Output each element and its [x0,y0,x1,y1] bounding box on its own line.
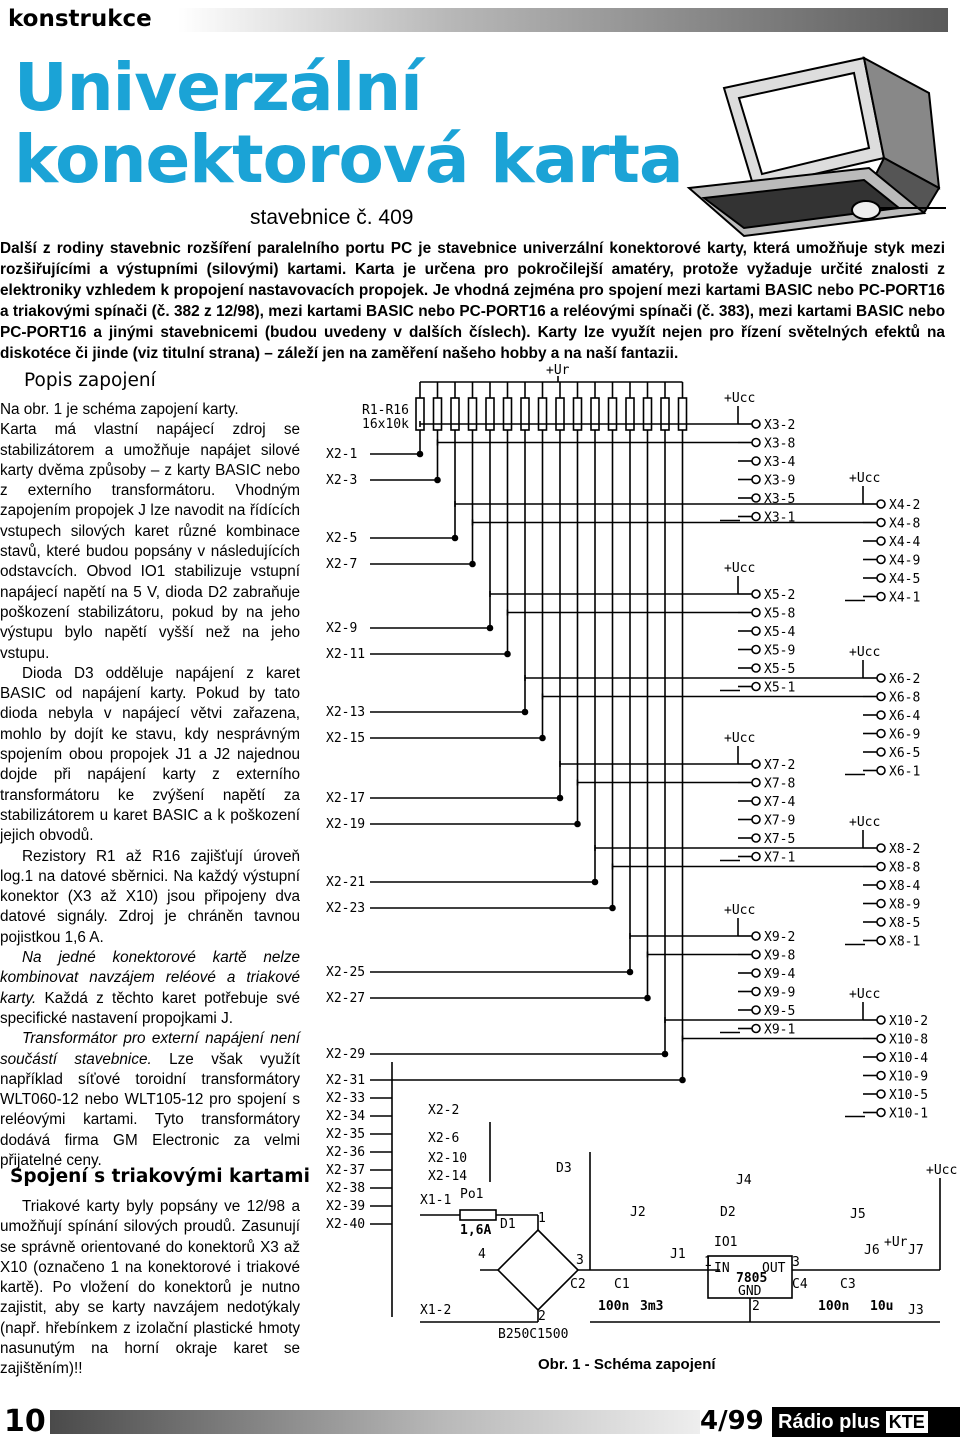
mid-pin-label: X2-6 [428,1131,460,1146]
connector-pin [752,816,760,824]
left-pin-label: X2-11 [326,647,366,662]
junction-dot [558,796,563,801]
connector-pin [877,519,885,527]
connector-label: X8-4 [889,879,921,894]
mid-pin-label: X2-14 [428,1169,468,1184]
connector-pin [877,1109,885,1117]
c4-label: C4 [792,1277,808,1292]
emphasis: Na jedné konektorové kartě nelze kombinovat navzájem reléové a triakové karty. [0,949,300,1007]
paragraph-rest: Každá z těchto karet potřebuje své specifické nastavení propojkami J. [0,989,300,1027]
connector-pin [877,918,885,926]
title-line-1: Univerzální [14,49,422,126]
resistor-body [591,398,599,430]
left-pin-label: X2-19 [326,817,366,832]
junction-dot [470,562,475,567]
left-pin-label: X2-9 [326,621,358,636]
connector-pin [752,457,760,465]
junction-dot [505,652,510,657]
junction-dot [628,970,633,975]
supply-ur-label: +Ur [884,1235,908,1250]
connector-label: X6-4 [889,709,921,724]
junction-dot [610,906,615,911]
resistor-body [626,398,634,430]
connector-label: X5-9 [764,643,796,659]
junction-dot [453,536,458,541]
resistor-body [661,398,669,430]
connector-pin [752,609,760,617]
left-pin-label: X2-3 [326,473,358,488]
supply-ur-label: +Ur [546,363,570,378]
connector-pin [877,730,885,738]
magazine-logo [772,1407,960,1437]
supply-ucc-label: +Ucc [849,645,881,660]
connector-label: X9-9 [764,985,796,1001]
left-pin-label: X2-13 [326,705,366,720]
io-type-label: 7805 [736,1271,768,1286]
connector-label: X3-5 [764,492,796,507]
connector-label: X10-5 [889,1088,929,1103]
connector-pin [877,711,885,719]
bridge-pin-3: 3 [576,1253,584,1268]
connector-pin [877,500,885,508]
resistor-body [469,398,477,430]
intro-paragraph: Další z rodiny stavebnic rozšíření paralelního portu PC je stavebnice univerzální konektorové karty, která umožňuje styk mezi rozšiřujícími a výstupními (silovými) kartami. Karta je určena pro pokročilejší amatéry, protože vyžaduje určité znalosti z elektroniky vzhledem k propojení nastavovacích propojek. Je vhodná zejména pro spojení mezi kartami BASIC nebo PC-PORT16 a triakovými spínači (č. 382 z 12/98), mezi kartami BASIC nebo PC-PORT16 a reléovými spínači (č. 383), mezi kartami BASIC nebo PC-PORT16 a jinými stavebnicemi (budou uvedeny v dalších číslech). Karty lze využít nejen pro řízení světelných efektů na diskotéce či jinde (viz titulní strana) – záleží jen na zaměření našeho hobby a na naší fantazii. [0,240,945,362]
resistor-body [609,398,617,430]
connector-pin [752,646,760,654]
junction-dot [593,880,598,885]
resistor-body [451,398,459,430]
paragraph: Na obr. 1 je schéma zapojení karty. [0,401,239,418]
heading-spojeni-triak: Spojení s triakovými kartami [10,1166,310,1187]
connector-label: X7-1 [764,850,796,866]
connector-label: X5-2 [764,588,796,603]
fuse-label: Po1 [460,1187,484,1202]
connector-label: X8-8 [889,860,921,876]
j4-label: J4 [736,1173,752,1188]
connector-label: X4-4 [889,535,921,550]
emphasis: Transformátor pro externí napájení není součástí stavebnice. [0,1030,300,1068]
junction-dot [645,996,650,1001]
connector-label: X4-1 [889,590,921,606]
resistor-body [644,398,652,430]
connector-label: X5-1 [764,680,796,696]
connector-label: X10-2 [889,1014,929,1029]
article-title [14,49,683,198]
bridge-pin-1: 1 [538,1211,546,1226]
page-number: 10 [4,1404,46,1439]
left-pin-label: X2-1 [326,447,358,462]
resistor-body [434,398,442,430]
connector-label: X6-2 [889,672,921,687]
j5-label: J5 [850,1207,866,1222]
c4-value-label: 100n [818,1299,850,1314]
resistor-body [574,398,582,430]
connector-pin [752,951,760,959]
left-pin-label: X2-17 [326,791,366,806]
supply-ucc-label: +Ucc [724,561,756,576]
resistor-label: R1-R16 [362,403,409,418]
junction-dot [488,626,493,631]
connector-label: X5-4 [764,625,796,640]
connector-label: X3-1 [764,510,796,526]
connector-label: X9-1 [764,1022,796,1038]
connector-pin [877,593,885,601]
j1-label: J1 [670,1247,686,1262]
paragraph: Rezistory R1 až R16 zajišťují úroveň log.1 na datové sběrnici. Na každý výstupní konektor (X3 až X10) jsou připojeny dva datové signály. Zdroj je chráněn tavnou pojistkou 1,6 A. [0,847,300,946]
bridge-label: B250C1500 [498,1327,569,1342]
left-pin-label: X2-21 [326,875,366,890]
connector-pin [752,988,760,996]
connector-label: X9-2 [764,930,796,945]
left-pin-label: X2-40 [326,1217,366,1232]
io1-label: IO1 [714,1235,738,1250]
c1-value-label: 3m3 [640,1299,664,1314]
io-pin-3: 3 [792,1255,800,1270]
c1-label: C1 [614,1277,630,1292]
connector-label: X3-8 [764,436,796,452]
left-pin-label: X2-7 [326,557,358,572]
connector-label: X10-9 [889,1069,929,1085]
paragraph: Karta má vlastní napájecí zdroj se stabilizátorem a umožňuje napájet silové karty dvěma způsoby – z karty BASIC nebo z externího transformátoru. Vhodným zapojením propojek J lze navodit na řídících vstupech silových karet různé kombinace stavů, které budou popsány v následujících odstavcích. Obvod IO1 stabilizuje vstupní napájecí napětí na 5 V, dioda D2 zabraňuje poškození stabilizátoru, pokud by na jeho výstupu bylo napětí vyšší než na jeho vstupu. [0,421,300,662]
junction-dot [663,1052,668,1057]
connector-label: X3-9 [764,473,796,489]
header-gradient-bar [178,8,948,32]
title-line-2: konektorová karta [14,121,683,198]
bridge-pin-4: 4 [478,1247,486,1262]
connector-label: X3-2 [764,418,796,433]
connector-label: X5-8 [764,606,796,622]
io-in-label: IN [714,1261,730,1276]
left-pin-label: X2-27 [326,991,366,1006]
connector-label: X7-9 [764,813,796,829]
connector-label: X4-2 [889,498,921,513]
c2-label: C2 [570,1277,586,1292]
bridge-rectifier [498,1230,578,1310]
supply-ucc-label: +Ucc [724,731,756,746]
connector-pin [752,476,760,484]
connector-pin [752,513,760,521]
connector-label: X4-8 [889,516,921,532]
connector-pin [877,674,885,682]
connector-label: X10-8 [889,1032,929,1048]
connector-pin [877,1090,885,1098]
connector-pin [752,439,760,447]
resistor-body [521,398,529,430]
connector-label: X8-5 [889,916,921,931]
column-text-2 [0,1197,300,1380]
left-pin-label: X2-29 [326,1047,366,1062]
paragraph [0,948,300,1029]
connector-pin [877,1035,885,1043]
x1-1-label: X1-1 [420,1193,452,1208]
connector-label: X7-8 [764,776,796,792]
d3-label: D3 [556,1161,572,1176]
connector-label: X8-1 [889,934,921,950]
supply-ucc-label: +Ucc [724,903,756,918]
left-pin-label: X2-38 [326,1181,366,1196]
connector-pin [752,834,760,842]
left-pin-label: X2-37 [326,1163,366,1178]
connector-pin [877,556,885,564]
connector-label: X7-2 [764,758,796,773]
junction-dot [575,822,580,827]
figure-caption: Obr. 1 - Schéma zapojení [538,1356,716,1373]
resistor-body [556,398,564,430]
schematic-diagram [300,362,960,1352]
left-pin-label: X2-31 [326,1073,366,1088]
connector-pin [752,590,760,598]
c2-value-label: 100n [598,1299,630,1314]
fuse-value-label: 1,6A [460,1223,492,1238]
d2-label: D2 [720,1205,736,1220]
connector-label: X7-4 [764,795,796,810]
kte-logo: KTE [886,1411,928,1433]
supply-ucc-label: +Ucc [849,815,881,830]
left-pin-label: X2-35 [326,1127,366,1142]
resistor-body [504,398,512,430]
connector-pin [752,969,760,977]
left-pin-label: X2-39 [326,1199,366,1214]
computer-illustration [684,38,954,238]
connector-pin [752,494,760,502]
connector-pin [752,779,760,787]
resistor-body [486,398,494,430]
c3-value-label: 10u [870,1299,894,1314]
io-pin-2: 2 [752,1299,760,1314]
left-pin-label: X2-23 [326,901,366,916]
connector-pin [877,1053,885,1061]
connector-pin [752,664,760,672]
left-pin-label: X2-33 [326,1091,366,1106]
issue-number: 4/99 [700,1406,764,1436]
connector-pin [877,693,885,701]
mid-pin-label: X2-10 [428,1151,468,1166]
connector-label: X6-5 [889,746,921,761]
j7-label: J7 [908,1243,924,1258]
heading-popis-zapojeni: Popis zapojení [24,370,156,391]
paragraph-rest: Lze však využít například síťové toroidní transformátory WLT060-12 nebo WLT105-12 pro spojení s reléovými kartami. Tyto transformátory dodává firma GM Electronic za velmi přijatelné ceny. [0,1050,300,1169]
left-pin-label: X2-25 [326,965,366,980]
junction-dot [418,452,423,457]
connector-pin [877,844,885,852]
section-label: konstrukce [8,6,152,32]
connector-pin [752,627,760,635]
supply-ucc-label: +Ucc [724,391,756,406]
paragraph [0,1029,300,1171]
connector-label: X8-9 [889,897,921,913]
c3-label: C3 [840,1277,856,1292]
resistor-body [679,398,687,430]
left-pin-label: X2-36 [326,1145,366,1160]
connector-pin [752,760,760,768]
io-out-label: OUT [762,1261,786,1276]
connector-label: X10-4 [889,1051,929,1066]
connector-pin [877,748,885,756]
x1-2-label: X1-2 [420,1303,452,1318]
connector-pin [877,1072,885,1080]
connector-pin [877,881,885,889]
connector-label: X4-5 [889,572,921,587]
connector-label: X7-5 [764,832,796,847]
connector-label: X8-2 [889,842,921,857]
junction-dot [540,736,545,741]
connector-label: X6-1 [889,764,921,780]
io-gnd-label: GND [738,1284,762,1299]
connector-label: X6-9 [889,727,921,743]
resistor-body [539,398,547,430]
connector-label: X6-8 [889,690,921,706]
fuse-body [460,1210,496,1220]
connector-label: X5-5 [764,662,796,677]
connector-pin [877,574,885,582]
connector-pin [752,1006,760,1014]
connector-pin [752,1025,760,1033]
left-pin-label: X2-34 [326,1109,366,1124]
j2-label: J2 [630,1205,646,1220]
junction-dot [523,710,528,715]
supply-ucc-label: +Ucc [849,987,881,1002]
junction-dot [680,1078,685,1083]
connector-pin [877,900,885,908]
connector-pin [752,853,760,861]
connector-label: X9-5 [764,1004,796,1019]
connector-pin [877,767,885,775]
j6-label: J6 [864,1243,880,1258]
left-pin-label: X2-5 [326,531,358,546]
connector-pin [877,863,885,871]
connector-label: X9-8 [764,948,796,964]
bridge-pin-2: 2 [538,1309,546,1324]
connector-pin [877,937,885,945]
supply-ucc-label: +Ucc [849,471,881,486]
connector-pin [752,683,760,691]
footer-gradient-bar [50,1410,700,1434]
connector-pin [877,1016,885,1024]
magazine-name: Rádio plus [778,1411,881,1433]
j3-label: J3 [908,1303,924,1318]
mid-pin-label: X2-2 [428,1103,460,1118]
d1-label: D1 [500,1217,516,1232]
connector-pin [752,797,760,805]
paragraph: Triakové karty byly popsány ve 12/98 a umožňují spínání silových proudů. Zasunují se správně orientované do konektorů X3 až X10 (označeno 1 na konektorové i triakové kartě). Po vložení do konektorů je nutno zajistit, aby se karty navzájem nedotýkaly (např. hřebínkem z izolační plastické hmoty nasunutým na horní okraje karet se zajištěním)!! [0,1198,300,1378]
kit-number: stavebnice č. 409 [250,206,414,229]
connector-label: X4-9 [889,553,921,569]
paragraph: Dioda D3 odděluje napájení z karet BASIC od napájení karty. Pokud by tato dioda nebyla v napájecí větvi zařazena, mohlo by dojít ke stavu, kdy nesprávným spojením obou propojek J1 a J2 najednou dojde při napájení karty z externího transformátoru ke zvýšení napětí za stabilizátorem u karet BASIC a k poškození jejich obvodů. [0,664,300,845]
connector-pin [752,932,760,940]
connector-label: X9-4 [764,967,796,982]
supply-ucc-label: +Ucc [926,1163,958,1178]
connector-label: X10-1 [889,1106,929,1122]
resistor-value-label: 16x10k [362,417,409,432]
connector-pin [877,537,885,545]
connector-pin [752,420,760,428]
io-pin-1: 1 [704,1255,712,1270]
junction-dot [435,478,440,483]
connector-label: X3-4 [764,455,796,470]
left-pin-label: X2-15 [326,731,366,746]
column-text [0,400,300,1171]
